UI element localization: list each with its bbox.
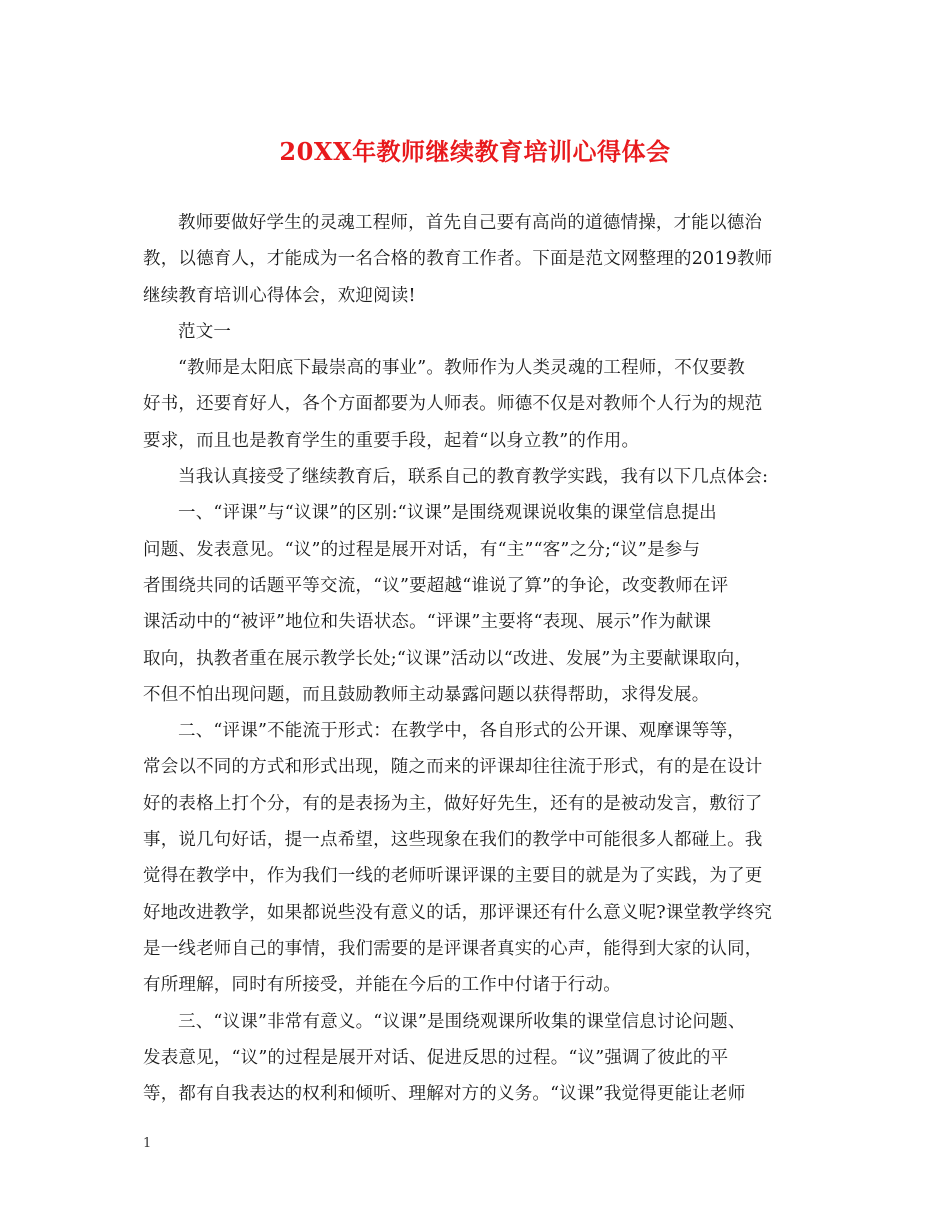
text-line: 有所理解，同时有所接受，并能在今后的工作中付诸于行动。	[143, 975, 621, 996]
paragraph	[143, 713, 821, 1003]
text-line: 要求，而且也是教育学生的重要手段，起着“以身立教”的作用。	[143, 430, 640, 451]
text-line: 二、“评课”不能流于形式：在教学中，各自形式的公开课、观摩课等等，	[178, 721, 745, 742]
text-line: 范文一	[178, 321, 232, 342]
text-line: “教师是太阳底下最崇高的事业”。教师作为人类灵魂的工程师，不仅要教	[178, 358, 745, 379]
text-line: 一、“评课”与“议课”的区别:“议课”是围绕观课说收集的课堂信息提出	[178, 503, 717, 524]
paragraph	[143, 495, 821, 713]
document-body	[143, 205, 821, 1112]
text-line: 教，以德育人，才能成为一名合格的教育工作者。下面是范文网整理的2019教师	[143, 249, 773, 270]
text-line: 常会以不同的方式和形式出现，随之而来的评课却往往流于形式，有的是在设计	[143, 757, 763, 778]
text-line: 教师要做好学生的灵魂工程师，首先自己要有高尚的道德情操，才能以德治	[178, 213, 763, 233]
text-line: 觉得在教学中，作为我们一线的老师听课评课的主要目的就是为了实践，为了更	[143, 866, 763, 887]
paragraph	[143, 350, 821, 459]
paragraph	[143, 459, 821, 495]
text-line: 取向，执教者重在展示教学长处;“议课”活动以“改进、发展”为主要献课取向，	[143, 648, 753, 669]
text-line: 三、“议课”非常有意义。“议课”是围绕观课所收集的课堂信息讨论问题、	[178, 1011, 746, 1032]
page-number: 1	[143, 1136, 152, 1151]
text-line: 当我认真接受了继续教育后，联系自己的教育教学实践，我有以下几点体会:	[178, 467, 769, 488]
text-line: 问题、发表意见。“议”的过程是展开对话，有“主”“客”之分;“议”是参与	[143, 539, 701, 560]
document-title: 20XX年教师继续教育培训心得体会	[279, 137, 671, 166]
paragraph	[143, 205, 821, 314]
paragraph	[143, 314, 821, 350]
text-line: 是一线老师自己的事情，我们需要的是评课者真实的心声，能得到大家的认同，	[143, 938, 763, 959]
text-line: 继续教育培训心得体会，欢迎阅读!	[143, 285, 416, 306]
text-line: 好书，还要育好人，各个方面都要为人师表。师德不仅是对教师个人行为的规范	[143, 394, 763, 415]
paragraph	[143, 1004, 821, 1113]
text-line: 不但不怕出现问题，而且鼓励教师主动暴露问题以获得帮助，求得发展。	[143, 684, 710, 705]
text-line: 发表意见，“议”的过程是展开对话、促进反思的过程。“议”强调了彼此的平	[143, 1047, 729, 1068]
text-line: 课活动中的“被评”地位和失语状态。“评课”主要将“表现、展示”作为献课	[143, 612, 712, 633]
text-line: 好地改进教学，如果都说些没有意义的话，那评课还有什么意义呢?课堂教学终究	[143, 902, 773, 923]
text-line: 者围绕共同的话题平等交流，“议”要超越“谁说了算”的争论，改变教师在评	[143, 575, 729, 596]
text-line: 好的表格上打个分，有的是表扬为主，做好好先生，还有的是被动发言，敷衍了	[143, 793, 763, 814]
text-line: 等，都有自我表达的权利和倾听、理解对方的义务。“议课”我觉得更能让老师	[143, 1084, 746, 1105]
text-line: 事，说几句好话，提一点希望，这些现象在我们的教学中可能很多人都碰上。我	[143, 830, 763, 851]
